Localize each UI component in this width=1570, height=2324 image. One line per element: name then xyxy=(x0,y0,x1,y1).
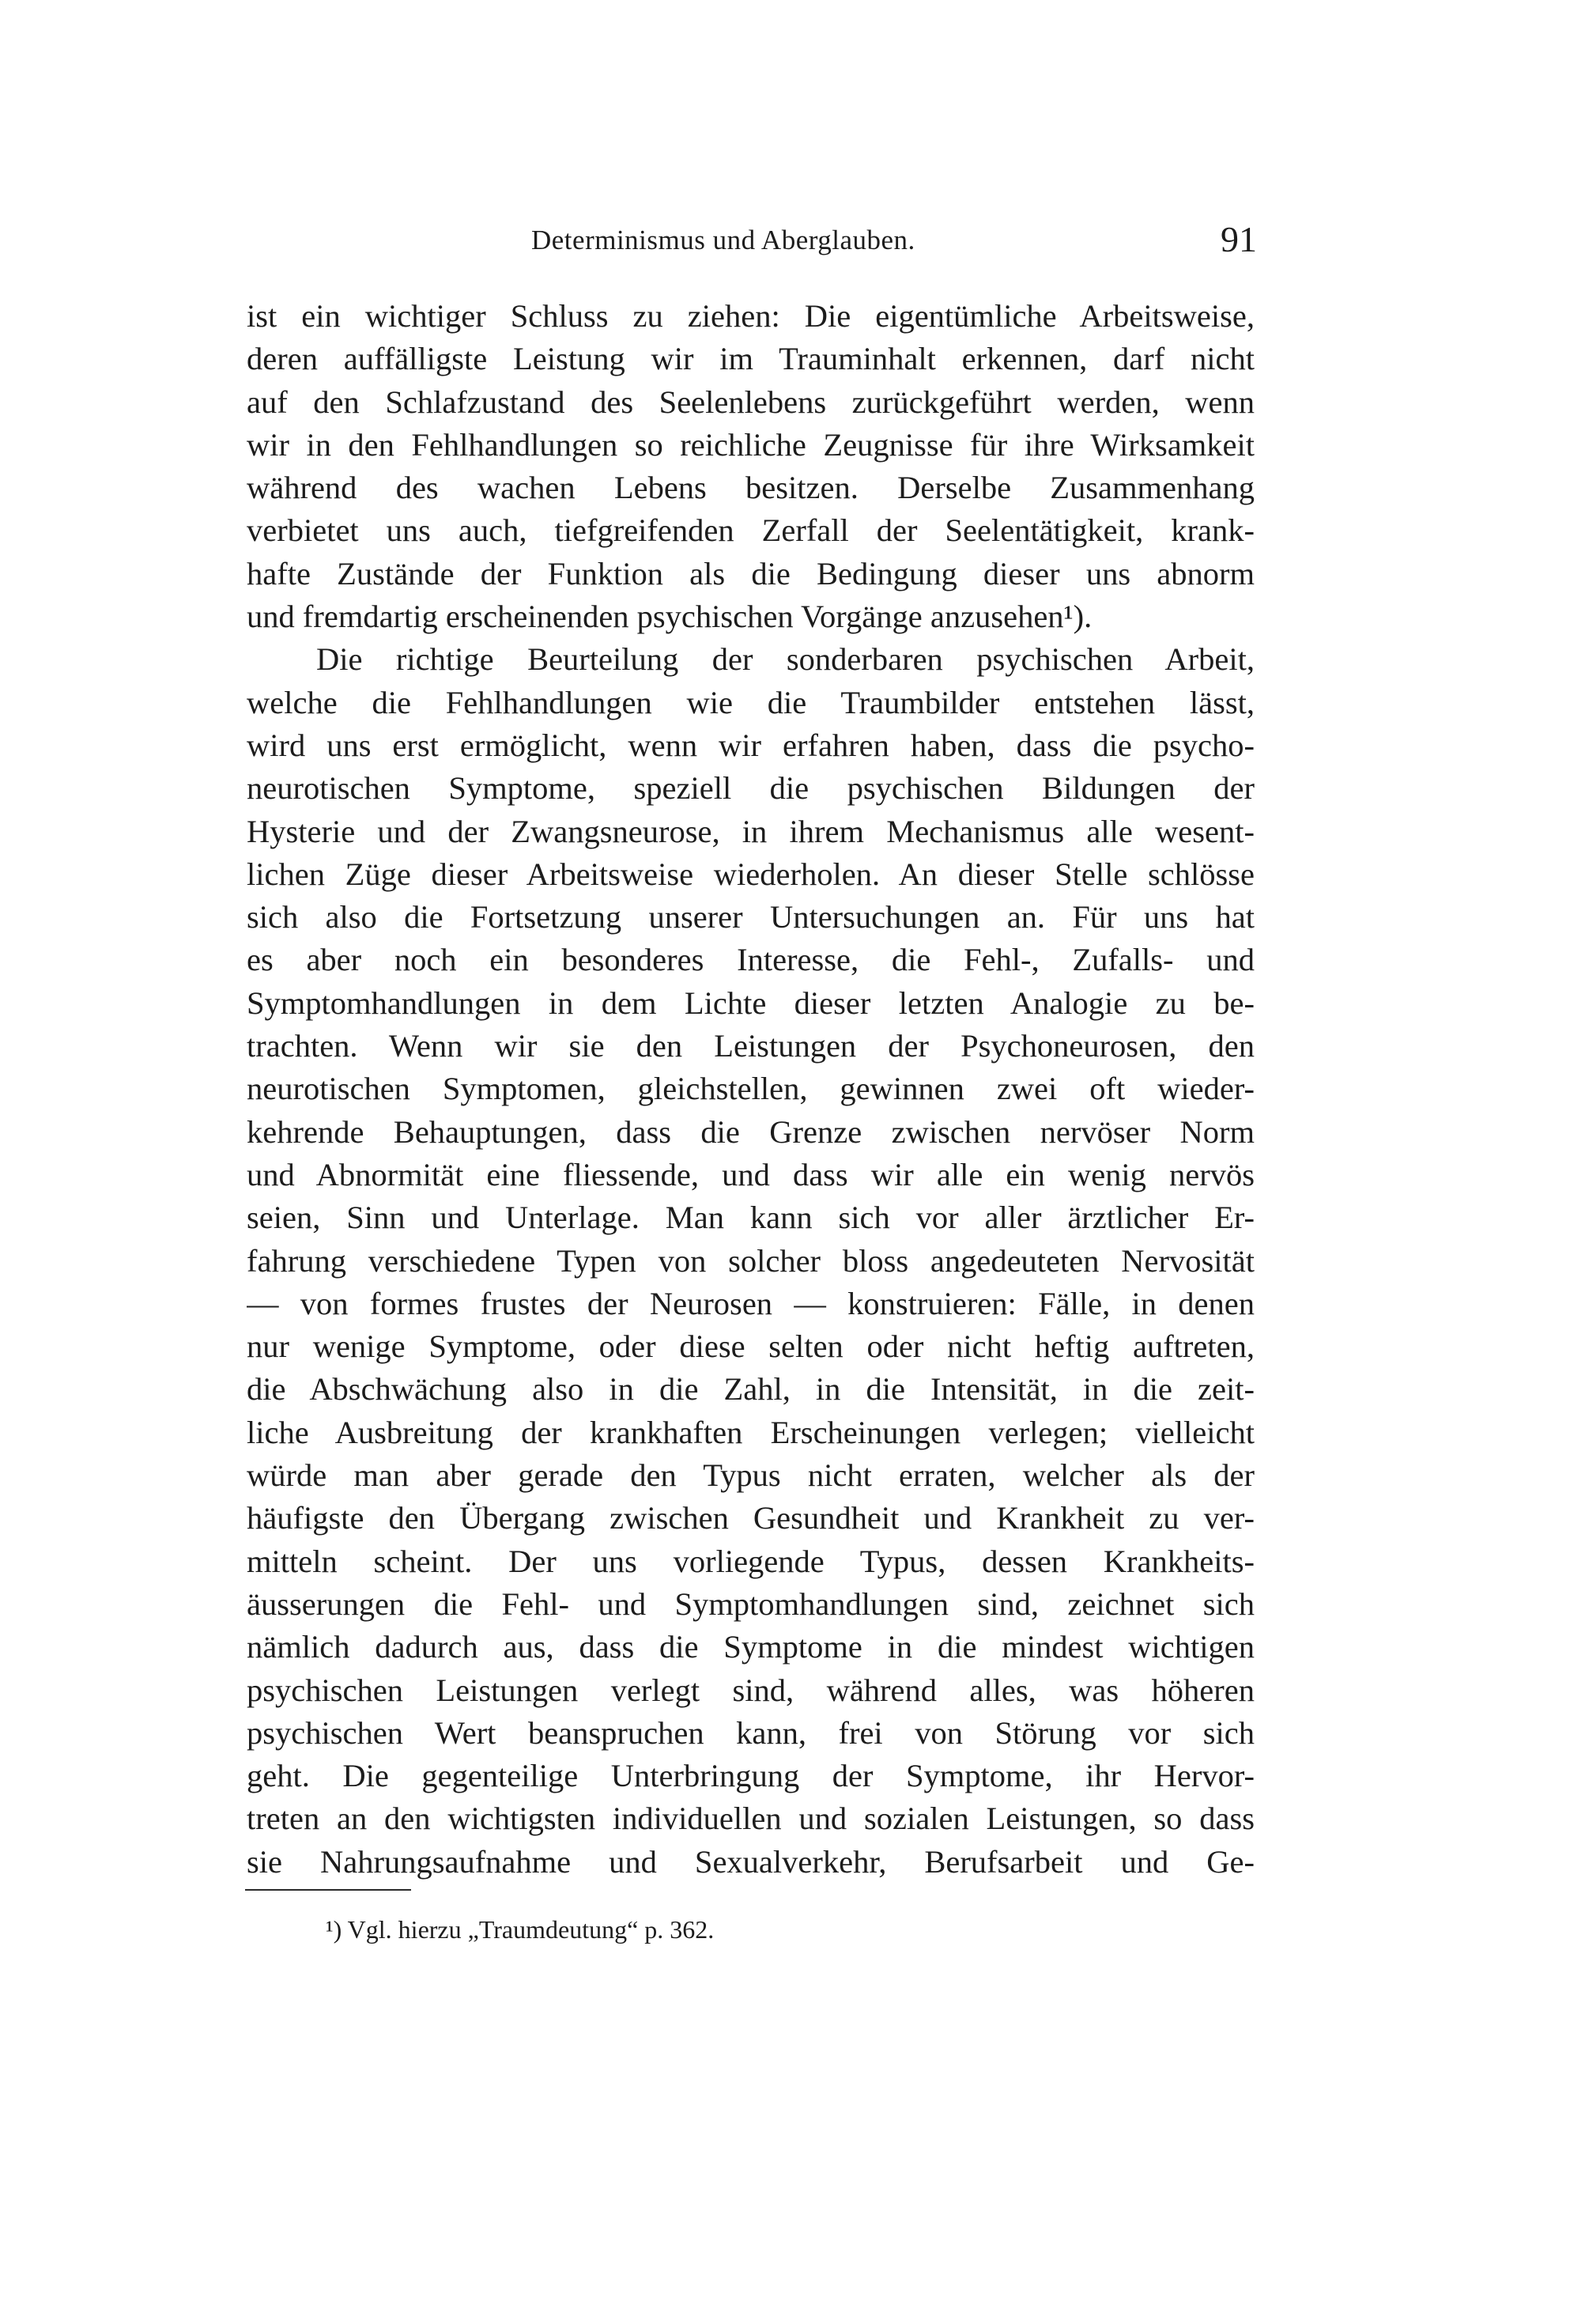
text-line: würde man aber gerade den Typus nicht erraten, welcher als der xyxy=(247,1457,1255,1494)
running-title: Determinismus und Aberglauben. xyxy=(531,225,915,255)
body-text xyxy=(247,295,1255,1884)
text-line: wir in den Fehlhandlungen so reichliche Zeugnisse für ihre Wirksamkeit xyxy=(247,426,1255,463)
text-line: deren auffälligste Leistung wir im Trauminhalt erkennen, darf nicht xyxy=(247,341,1255,377)
text-line: liche Ausbreitung der krankhaften Erscheinungen verlegen; vielleicht xyxy=(247,1414,1255,1450)
text-line: häufigste den Übergang zwischen Gesundheit und Krankheit zu ver- xyxy=(247,1500,1255,1536)
footnote-divider xyxy=(245,1889,411,1891)
paragraph-2 xyxy=(247,638,1255,1884)
text-line: hafte Zustände der Funktion als die Bedingung dieser uns abnorm xyxy=(247,555,1255,591)
text-line: verbietet uns auch, tiefgreifenden Zerfall der Seelentätigkeit, krank- xyxy=(247,512,1255,549)
text-line: wird uns erst ermöglicht, wenn wir erfahren haben, dass die psycho- xyxy=(247,727,1255,763)
text-line: Symptomhandlungen in dem Lichte dieser letzten Analogie zu be- xyxy=(247,984,1255,1021)
running-head xyxy=(245,218,1257,266)
text-line: Hysterie und der Zwangsneurose, in ihrem Mechanismus alle wesent- xyxy=(247,813,1255,849)
text-line: seien, Sinn und Unterlage. Man kann sich vor aller ärztlicher Er- xyxy=(247,1200,1255,1236)
footnote: ¹) Vgl. hierzu „Traumdeutung“ p. 362. xyxy=(326,1915,715,1944)
text-line: und fremdartig erscheinenden psychischen Vorgänge anzusehen¹). xyxy=(247,599,1093,635)
text-line: neurotischen Symptome, speziell die psychischen Bildungen der xyxy=(247,770,1255,807)
text-line: nämlich dadurch aus, dass die Symptome in die mindest wichtigen xyxy=(247,1629,1255,1665)
text-line: lichen Züge dieser Arbeitsweise wiederholen. An dieser Stelle schlösse xyxy=(247,856,1255,892)
text-line: und Abnormität eine fliessende, und dass wir alle ein wenig nervös xyxy=(247,1156,1255,1192)
text-line: die Abschwächung also in die Zahl, in die Intensität, in die zeit- xyxy=(247,1371,1255,1408)
text-line: es aber noch ein besonderes Interesse, die Fehl-, Zufalls- und xyxy=(247,942,1255,978)
text-line: welche die Fehlhandlungen wie die Traumbilder entstehen lässt, xyxy=(247,684,1255,720)
text-line: psychischen Leistungen verlegt sind, während alles, was höheren xyxy=(247,1672,1255,1708)
text-line: ist ein wichtiger Schluss zu ziehen: Die eigentümliche Arbeitsweise, xyxy=(247,298,1255,334)
text-line: kehrende Behauptungen, dass die Grenze zwischen nervöser Norm xyxy=(247,1113,1255,1150)
text-line: — von formes frustes der Neurosen — konstruieren: Fälle, in denen xyxy=(247,1285,1255,1321)
page-number: 91 xyxy=(1221,219,1257,259)
text-line: trachten. Wenn wir sie den Leistungen der Psychoneurosen, den xyxy=(247,1028,1255,1064)
text-line: psychischen Wert beanspruchen kann, frei von Störung vor sich xyxy=(247,1714,1255,1751)
paragraph-1 xyxy=(247,295,1255,638)
text-line: treten an den wichtigsten individuellen und sozialen Leistungen, so dass xyxy=(247,1801,1255,1837)
text-line: während des wachen Lebens besitzen. Derselbe Zusammenhang xyxy=(247,470,1255,506)
text-line: nur wenige Symptome, oder diese selten oder nicht heftig auftreten, xyxy=(247,1328,1255,1365)
text-line: auf den Schlafzustand des Seelenlebens zurückgeführt werden, wenn xyxy=(247,384,1255,420)
text-line: fahrung verschiedene Typen von solcher bloss angedeuteten Nervosität xyxy=(247,1242,1255,1279)
text-line: geht. Die gegenteilige Unterbringung der Symptome, ihr Hervor- xyxy=(247,1758,1255,1794)
text-line: Die richtige Beurteilung der sonderbaren psychischen Arbeit, xyxy=(316,641,1255,678)
text-line: sie Nahrungsaufnahme und Sexualverkehr, Berufsarbeit und Ge- xyxy=(247,1843,1255,1880)
text-line: mitteln scheint. Der uns vorliegende Typus, dessen Krankheits- xyxy=(247,1543,1255,1579)
text-line: äusserungen die Fehl- und Symptomhandlungen sind, zeichnet sich xyxy=(247,1585,1255,1622)
text-line: neurotischen Symptomen, gleichstellen, gewinnen zwei oft wieder- xyxy=(247,1071,1255,1107)
text-line: sich also die Fortsetzung unserer Untersuchungen an. Für uns hat xyxy=(247,899,1255,935)
